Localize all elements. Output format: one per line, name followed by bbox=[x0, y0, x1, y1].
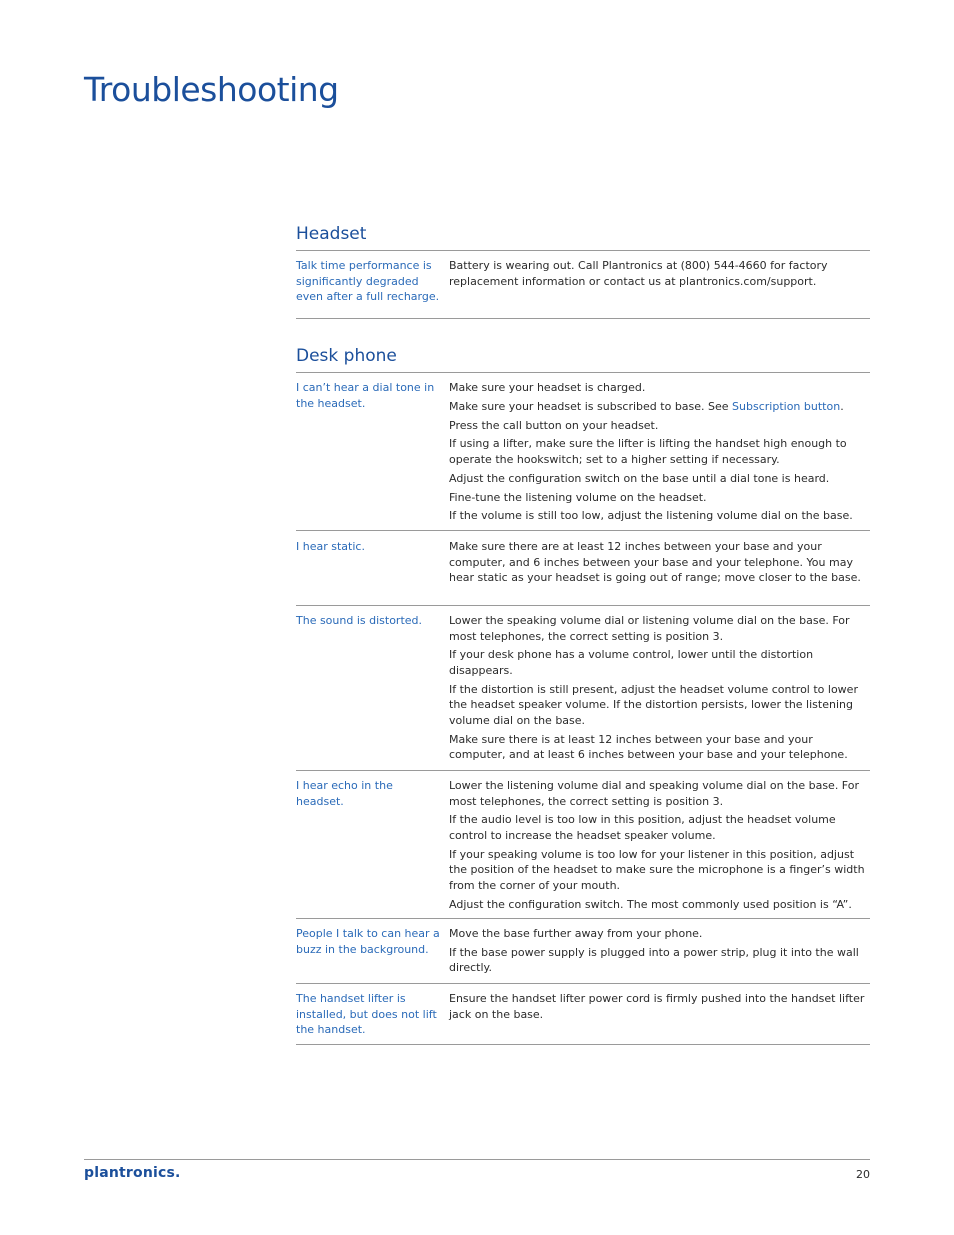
solution-list bbox=[449, 380, 870, 530]
issue-text: The handset lifter is installed, but does not lift the handset. bbox=[296, 992, 437, 1037]
solution-text: Press the call button on your headset. bbox=[449, 418, 659, 432]
solution-list bbox=[449, 778, 870, 918]
solution-text: Adjust the configuration switch on the base until a dial tone is heard. bbox=[449, 471, 830, 485]
issue-text: People I talk to can hear a buzz in the background. bbox=[296, 927, 440, 956]
solution-text: Battery is wearing out. Call Plantronics at (800) 544-4660 for factory replacement information or contact us at plantronics.com/support. bbox=[449, 259, 828, 288]
solution-text: Make sure there is at least 12 inches between your base and your computer, and at least 6 inches between your base and your telephone. bbox=[449, 732, 848, 762]
plantronics-logo: plantronics. bbox=[84, 1165, 181, 1181]
page-title: Troubleshooting bbox=[84, 70, 339, 109]
solution-text bbox=[449, 399, 870, 415]
table-row bbox=[296, 606, 870, 771]
solution-list bbox=[449, 258, 870, 318]
solution-list bbox=[449, 539, 870, 605]
page-number: 20 bbox=[856, 1168, 870, 1181]
solution-text: Ensure the handset lifter power cord is firmly pushed into the handset lifter jack on the base. bbox=[449, 992, 865, 1021]
table-row bbox=[296, 984, 870, 1045]
issue-text: I hear static. bbox=[296, 540, 365, 553]
solution-list bbox=[449, 926, 870, 983]
table-row bbox=[296, 771, 870, 919]
issue-text: Talk time performance is significantly degraded even after a full recharge. bbox=[296, 259, 440, 304]
headset-section bbox=[296, 224, 870, 319]
solution-text: Move the base further away from your phone. bbox=[449, 927, 703, 940]
solution-text: Lower the speaking volume dial or listening volume dial on the base. For most telephones, the correct setting is position 3. bbox=[449, 614, 850, 643]
solution-text: Lower the listening volume dial and speaking volume dial on the base. For most telephones, the correct setting is position 3. bbox=[449, 779, 859, 808]
solution-text: Make sure there are at least 12 inches between your base and your computer, and 6 inches between your base and your telephone. You may hear static as your headset is going out of range; move closer to the base. bbox=[449, 540, 861, 585]
table-row bbox=[296, 919, 870, 984]
solution-text: Fine-tune the listening volume on the headset. bbox=[449, 490, 707, 504]
section-heading-desk-phone: Desk phone bbox=[296, 346, 397, 366]
issue-text: I hear echo in the headset. bbox=[296, 779, 393, 808]
solution-text: If using a lifter, make sure the lifter is lifting the handset high enough to operate the hookswitch; set to a higher setting if necessary. bbox=[449, 437, 847, 466]
footer-divider bbox=[84, 1159, 870, 1160]
solution-text: If the volume is still too low, adjust the listening volume dial on the base. bbox=[449, 509, 853, 523]
solution-text-suffix: . bbox=[840, 399, 844, 413]
solution-text: Adjust the configuration switch. The most commonly used position is “A”. bbox=[449, 897, 852, 911]
solution-list bbox=[449, 991, 870, 1044]
issue-text: The sound is distorted. bbox=[296, 614, 423, 627]
solution-text: If the audio level is too low in this position, adjust the headset volume control to increase the headset speaker volume. bbox=[449, 813, 836, 842]
solution-list bbox=[449, 613, 870, 770]
solution-text: If your desk phone has a volume control, lower until the distortion disappears. bbox=[449, 648, 814, 677]
solution-text: Make sure your headset is charged. bbox=[449, 381, 646, 394]
solution-text-prefix: Make sure your headset is subscribed to base. See bbox=[449, 399, 733, 413]
section-heading-headset: Headset bbox=[296, 224, 367, 244]
table-row bbox=[296, 531, 870, 606]
desk-phone-section bbox=[296, 346, 870, 1045]
solution-text: If your speaking volume is too low for your listener in this position, adjust the position of the headset to make sure the microphone is a finger’s width from the corner of your mouth. bbox=[449, 847, 865, 892]
solution-text: If the distortion is still present, adjust the headset volume control to lower the headset speaker volume. If the distortion persists, lower the listening volume dial on the base. bbox=[449, 682, 858, 727]
table-row bbox=[296, 251, 870, 319]
subscription-button-link[interactable]: Subscription button bbox=[732, 399, 841, 413]
issue-text: I can’t hear a dial tone in the headset. bbox=[296, 381, 435, 410]
solution-text: If the base power supply is plugged into a power strip, plug it into the wall directly. bbox=[449, 945, 859, 975]
table-row bbox=[296, 373, 870, 531]
